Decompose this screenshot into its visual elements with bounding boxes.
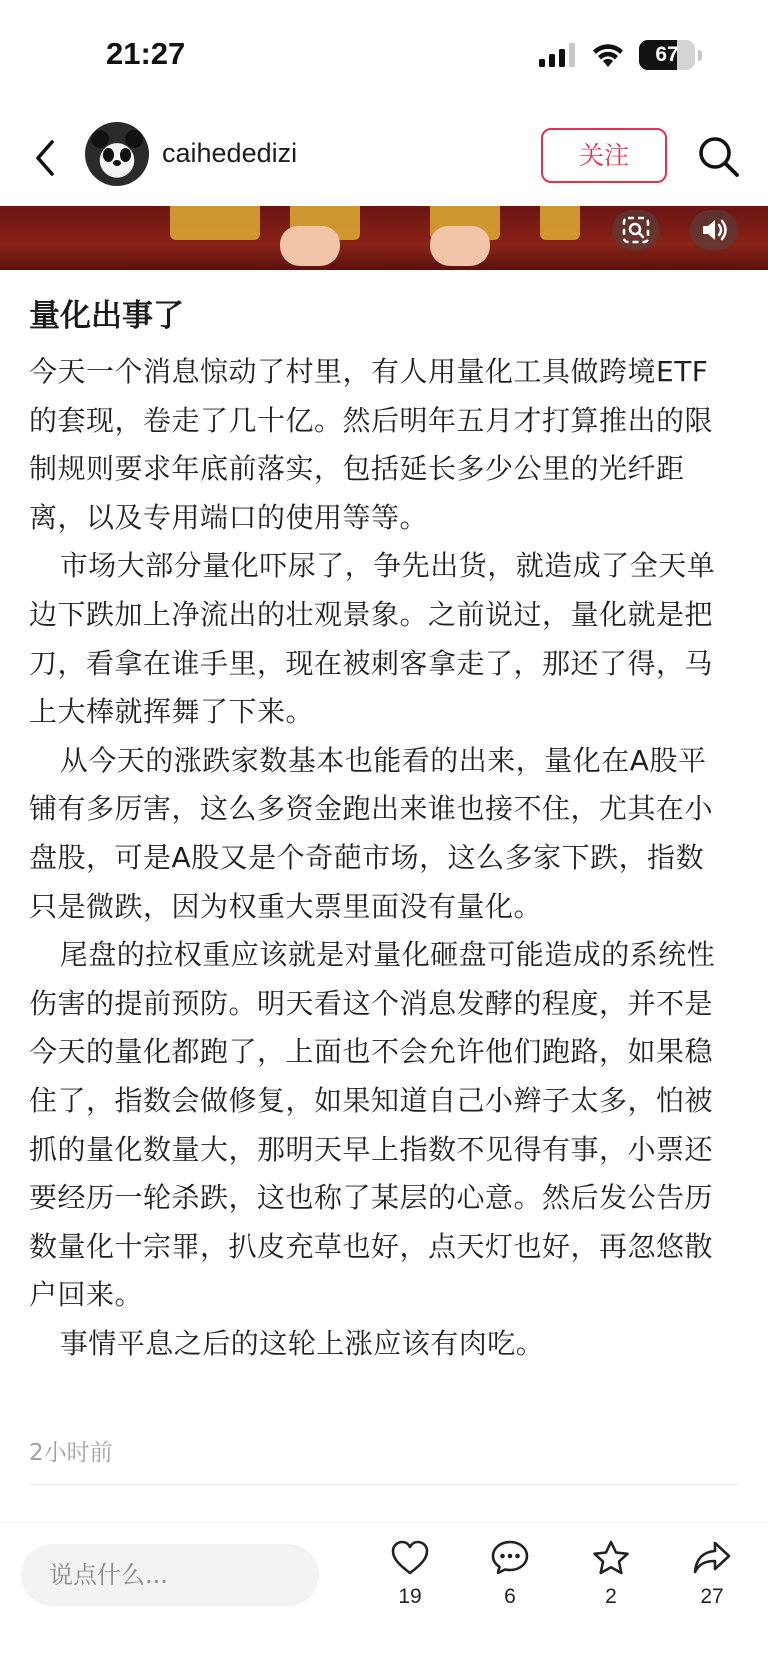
- article-title: 量化出事了: [29, 298, 184, 334]
- speaker-icon: [690, 210, 738, 250]
- like-button[interactable]: [375, 1539, 445, 1609]
- comment-bubble-icon: [490, 1539, 530, 1577]
- wifi-icon: [591, 42, 625, 68]
- article-paragraph: 尾盘的拉权重应该就是对量化砸盘可能造成的系统性伤害的提前预防。明天看这个消息发酵的程度，并不是今天的量化都跑了，上面也不会允许他们跑路，如果稳住了，指数会做修复，如果知道自己小辫子太多，怕被抓的量化数量大，那明天早上指数不见得有事，小票还要经历一轮杀跌，这也称了某层的心意。然后发公告历数量化十宗罪，扒皮充草也好，点天灯也好，再忽悠散户回来。: [29, 938, 716, 1312]
- like-count: 19: [398, 1585, 422, 1608]
- bottom-action-bar: [0, 1522, 768, 1669]
- username[interactable]: caihededizi: [162, 138, 298, 168]
- follow-button[interactable]: 关注: [541, 128, 667, 183]
- battery-percent: 67: [655, 43, 679, 66]
- article-paragraph: 事情平息之后的这轮上涨应该有肉吃。: [59, 1326, 545, 1360]
- status-bar: [0, 0, 768, 110]
- back-button[interactable]: [26, 134, 66, 182]
- cellular-signal-icon: [539, 43, 577, 67]
- heart-icon: [390, 1539, 430, 1577]
- star-icon: [591, 1539, 631, 1577]
- article: [29, 296, 725, 1368]
- share-button[interactable]: [677, 1539, 747, 1609]
- status-icons: [539, 40, 702, 70]
- article-paragraph: 今天一个消息惊动了村里，有人用量化工具做跨境ETF的套现，卷走了几十亿。然后明年五月才打算推出的限制规则要求年底前落实，包括延长多少公里的光纤距离，以及专用端口的使用等等。: [29, 355, 714, 534]
- image-search-button[interactable]: [612, 210, 660, 250]
- volume-button[interactable]: [690, 210, 738, 250]
- media-preview[interactable]: [0, 206, 768, 270]
- battery-tip: [698, 50, 702, 61]
- article-paragraph: 从今天的涨跌家数基本也能看的出来，量化在A股平铺有多厉害，这么多资金跑出来谁也接不住，尤其在小盘股，可是A股又是个奇葩市场，这么多家下跌，指数只是微跌，因为权重大票里面没有量化。: [29, 743, 714, 923]
- article-paragraph: 市场大部分量化吓尿了，争先出货，就造成了全天单边下跌加上净流出的壮观景象。之前说过，量化就是把刀，看拿在谁手里，现在被刺客拿走了，那还了得，马上大棒就挥舞了下来。: [29, 549, 716, 729]
- search-icon: [696, 134, 742, 180]
- status-time: 21:27: [106, 36, 186, 71]
- chevron-left-icon: [26, 134, 66, 182]
- share-count: 27: [700, 1585, 724, 1608]
- comment-count: 6: [504, 1585, 516, 1608]
- nav-bar: [0, 110, 768, 206]
- image-search-icon: [612, 210, 660, 250]
- comment-button[interactable]: [475, 1539, 545, 1609]
- favorite-count: 2: [605, 1585, 617, 1608]
- avatar[interactable]: [85, 122, 149, 186]
- search-button[interactable]: [696, 134, 742, 180]
- battery-indicator: [639, 40, 695, 70]
- comment-input[interactable]: [21, 1544, 319, 1606]
- divider: [29, 1484, 739, 1485]
- share-arrow-icon: [691, 1539, 733, 1577]
- post-timestamp: 2小时前: [29, 1440, 113, 1466]
- favorite-button[interactable]: [576, 1539, 646, 1609]
- article-body: [29, 348, 725, 1368]
